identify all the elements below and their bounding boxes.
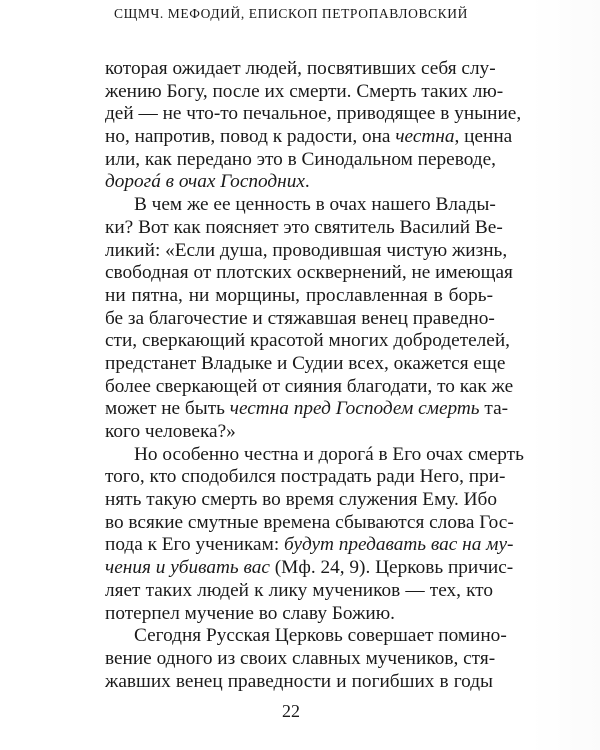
text-segment: дей — не что-то печальное, приводящее в уныние, <box>105 103 522 125</box>
running-header: СЩМЧ. МЕФОДИЙ, ЕПИСКОП ПЕТРОПАВЛОВСКИЙ <box>114 6 468 21</box>
text-line <box>105 171 493 194</box>
text-line <box>105 443 524 467</box>
text-line <box>105 603 493 626</box>
text-line <box>105 103 522 126</box>
text-line <box>105 239 508 263</box>
text-line <box>105 647 496 671</box>
text-segment: бе за благочестие и стяжавшая венец праведно- <box>105 307 495 329</box>
text-segment: во всякие смутные времена сбываются слова Гос- <box>105 511 514 533</box>
text-line <box>105 625 507 648</box>
text-segment: сти, сверкающий красотой многих добродетелей, <box>105 330 510 352</box>
text-segment: . <box>304 171 310 193</box>
text-segment: (Мф. 24, 9). Церковь причис- <box>269 557 514 579</box>
text-segment: жавших венец праведности и погибших в годы <box>105 670 493 692</box>
text-segment: вение одного из своих славных мучеников, стя- <box>105 647 496 669</box>
text-segment: предстанет Владыке и Судии всех, окажется еще <box>105 352 506 374</box>
text-line <box>105 511 514 535</box>
text-line <box>105 352 506 376</box>
text-line <box>105 489 497 512</box>
text-line <box>105 398 509 421</box>
text-line <box>105 534 514 557</box>
text-line <box>105 466 506 489</box>
text-segment: ни пятна, ни морщины, прославленная в борь- <box>105 284 493 306</box>
text-line <box>105 148 496 172</box>
text-line <box>105 421 493 444</box>
page-number: 22 <box>282 701 300 721</box>
text-line <box>105 375 514 399</box>
text-segment: нять такую смерть во время служения Ему. Ибо <box>105 489 497 511</box>
body-text <box>105 58 524 693</box>
text-line <box>105 80 504 104</box>
text-segment: ликий: «Если душа, проводившая чистую жизнь, <box>105 239 508 261</box>
text-line <box>105 330 510 353</box>
text-line <box>105 126 513 149</box>
text-line <box>105 308 493 331</box>
text-segment: которая ожидает людей, посвятивших себя слу- <box>105 58 496 79</box>
text-segment: жению Богу, после их смерти. Смерть таких лю- <box>105 80 504 102</box>
text-line <box>105 580 493 603</box>
text-segment: более сверкающей от сияния благодати, то как же <box>105 375 514 397</box>
text-segment: кого человека?» <box>105 421 236 442</box>
text-segment: может не быть <box>105 398 230 420</box>
text-line <box>105 285 493 308</box>
text-line <box>105 262 513 285</box>
text-segment: потерпел мучение во славу Божию. <box>105 602 395 624</box>
text-line <box>105 557 514 580</box>
text-segment: того, кто сподобился пострадать ради Него, при- <box>105 466 506 488</box>
italic-text: чения и убивать вас <box>105 557 270 579</box>
text-segment: или, как передано это в Синодальном переводе, <box>105 148 496 170</box>
text-segment: В чем же ее ценность в очах нашего Влады- <box>134 194 496 216</box>
text-segment: , ценна <box>454 126 513 148</box>
italic-text: будут предавать вас на му- <box>284 534 514 556</box>
italic-text: дорогá в очах Господних <box>105 171 305 193</box>
text-line <box>105 671 493 694</box>
text-segment: ки? Вот как поясняет это святитель Василий Ве- <box>105 216 503 238</box>
text-line <box>105 194 496 217</box>
italic-text: честна <box>395 126 455 148</box>
text-segment: но, напротив, повод к радости, она <box>105 126 396 148</box>
text-line <box>105 58 496 81</box>
text-segment: ляет таких людей к лику мучеников — тех, кто <box>105 579 493 601</box>
text-segment: свободная от плотских осквернений, не имеющая <box>105 262 513 284</box>
text-segment: та- <box>479 398 509 420</box>
page-edge-shadow <box>530 0 600 750</box>
text-line <box>105 216 503 240</box>
text-segment: Но особенно честна и дорогá в Его очах смерть <box>134 443 524 465</box>
text-segment: Сегодня Русская Церковь совершает помино- <box>134 625 507 647</box>
text-segment: пода к Его ученикам: <box>105 534 284 556</box>
italic-text: честна пред Господем смерть <box>229 398 480 420</box>
